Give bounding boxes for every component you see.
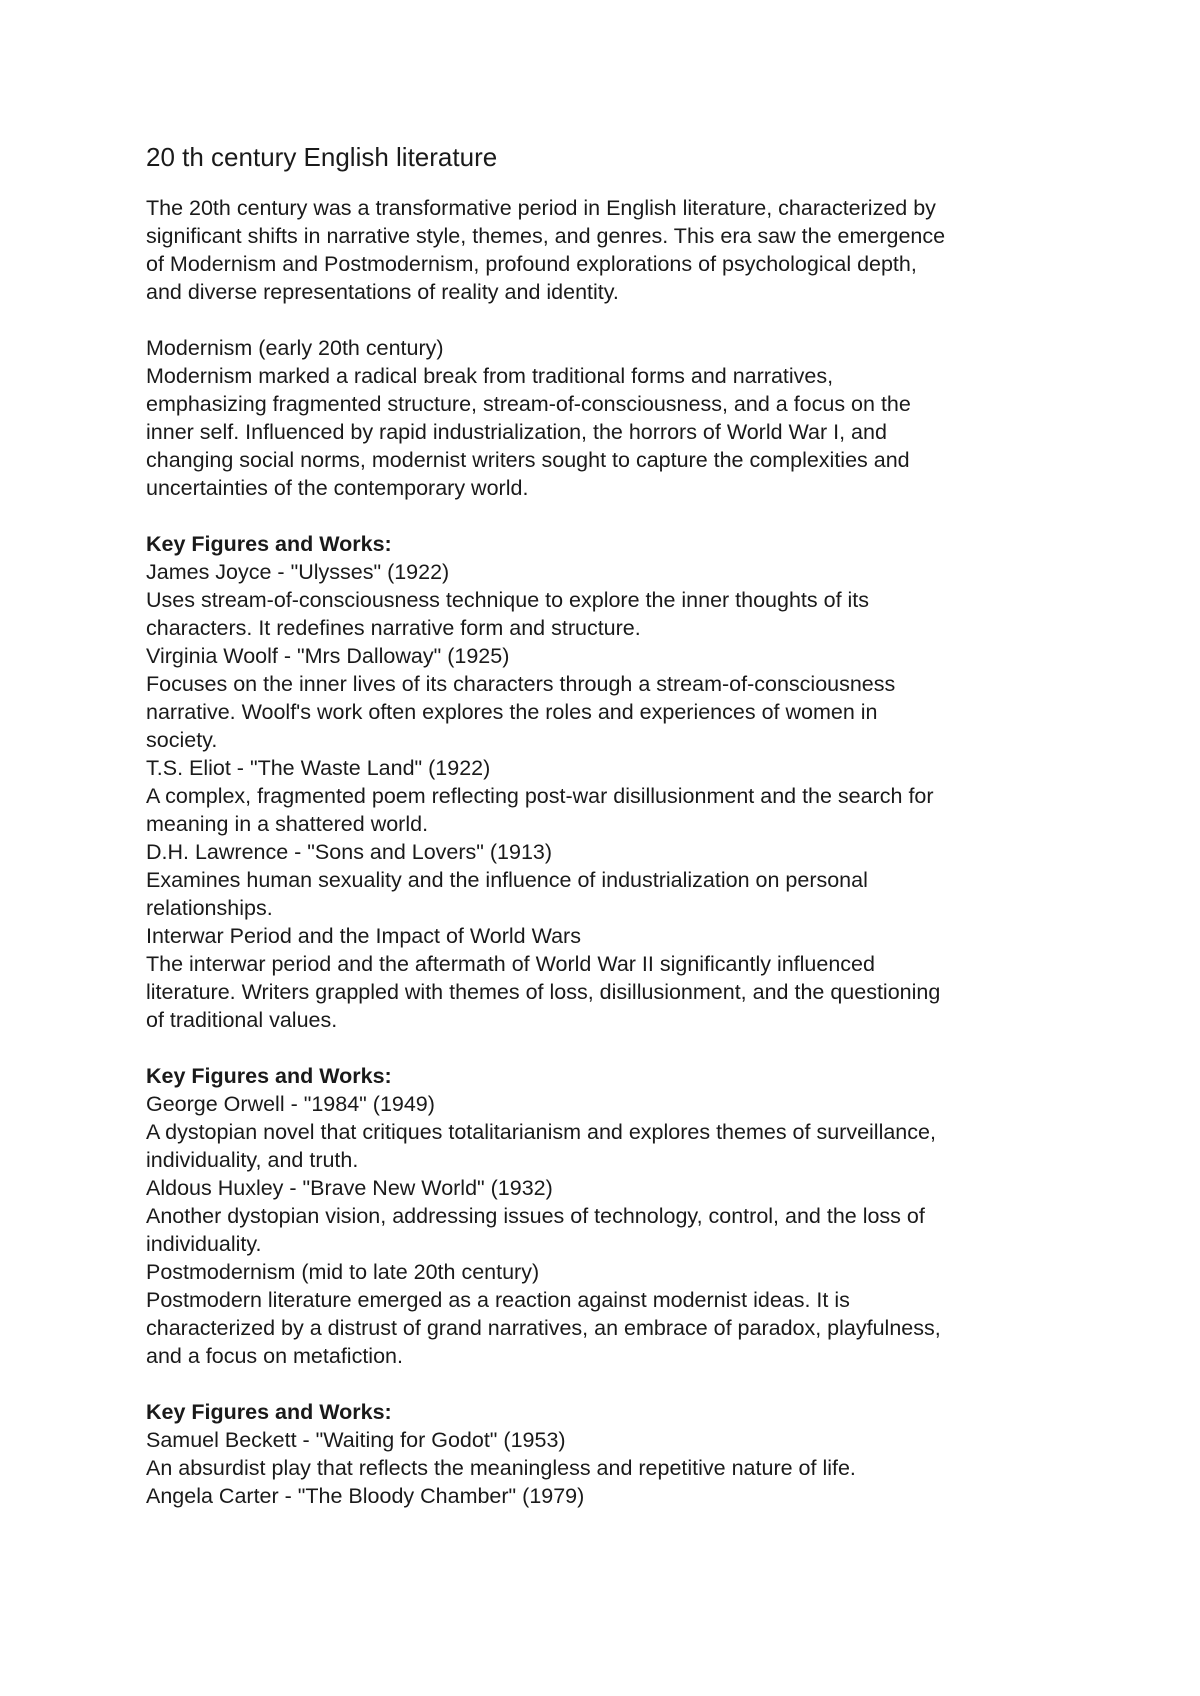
modernism-line: inner self. Influenced by rapid industrialization, the horrors of World War I, and — [146, 420, 887, 444]
modernism-line: Modernism marked a radical break from traditional forms and narratives, — [146, 364, 834, 388]
section-line: The interwar period and the aftermath of World War II significantly influenced — [146, 952, 875, 976]
section-line: of traditional values. — [146, 1008, 338, 1032]
intro-paragraph — [146, 194, 1066, 306]
key-figures-heading: Key Figures and Works: — [146, 532, 392, 556]
section-line: Angela Carter - "The Bloody Chamber" (1979) — [146, 1484, 585, 1508]
intro-line: and diverse representations of reality and identity. — [146, 280, 619, 304]
section-line: literature. Writers grappled with themes of loss, disillusionment, and the questioning — [146, 980, 941, 1004]
key-figures-heading: Key Figures and Works: — [146, 1064, 392, 1088]
section-line: relationships. — [146, 896, 273, 920]
section-line: characterized by a distrust of grand narratives, an embrace of paradox, playfulness, — [146, 1316, 941, 1340]
section-line: Samuel Beckett - "Waiting for Godot" (1953) — [146, 1428, 566, 1452]
section-line: James Joyce - "Ulysses" (1922) — [146, 560, 450, 584]
section-line: George Orwell - "1984" (1949) — [146, 1092, 435, 1116]
key-figures-heading: Key Figures and Works: — [146, 1400, 392, 1424]
section-line: T.S. Eliot - "The Waste Land" (1922) — [146, 756, 491, 780]
section-line: Uses stream-of-consciousness technique to explore the inner thoughts of its — [146, 588, 870, 612]
section-line: narrative. Woolf's work often explores the roles and experiences of women in — [146, 700, 878, 724]
section-line: individuality, and truth. — [146, 1148, 359, 1172]
intro-line: The 20th century was a transformative period in English literature, characterized by — [146, 196, 936, 220]
section-line: individuality. — [146, 1232, 262, 1256]
section-line: D.H. Lawrence - "Sons and Lovers" (1913) — [146, 840, 553, 864]
section-line: Another dystopian vision, addressing issues of technology, control, and the loss of — [146, 1204, 925, 1228]
document-title: 20 th century English literature — [146, 142, 498, 172]
section-line: Interwar Period and the Impact of World Wars — [146, 924, 581, 948]
section-line: society. — [146, 728, 218, 752]
section-line: A dystopian novel that critiques totalitarianism and explores themes of surveillance, — [146, 1120, 936, 1144]
modernism-line: uncertainties of the contemporary world. — [146, 476, 529, 500]
document-page — [146, 140, 1066, 1538]
section-line: A complex, fragmented poem reflecting post-war disillusionment and the search for — [146, 784, 934, 808]
key-figures-section-3 — [146, 1398, 1066, 1510]
key-figures-section-1 — [146, 530, 1066, 1034]
section-line: and a focus on metafiction. — [146, 1344, 403, 1368]
key-figures-section-2 — [146, 1062, 1066, 1370]
modernism-heading: Modernism (early 20th century) — [146, 336, 444, 360]
modernism-line: emphasizing fragmented structure, stream-of-consciousness, and a focus on the — [146, 392, 911, 416]
section-line: meaning in a shattered world. — [146, 812, 429, 836]
intro-line: significant shifts in narrative style, themes, and genres. This era saw the emergence — [146, 224, 946, 248]
section-line: Postmodernism (mid to late 20th century) — [146, 1260, 540, 1284]
intro-line: of Modernism and Postmodernism, profound explorations of psychological depth, — [146, 252, 917, 276]
modernism-line: changing social norms, modernist writers sought to capture the complexities and — [146, 448, 910, 472]
section-line: Focuses on the inner lives of its characters through a stream-of-consciousness — [146, 672, 896, 696]
section-line: characters. It redefines narrative form and structure. — [146, 616, 641, 640]
modernism-section — [146, 334, 1066, 502]
section-line: Aldous Huxley - "Brave New World" (1932) — [146, 1176, 553, 1200]
section-line: Virginia Woolf - "Mrs Dalloway" (1925) — [146, 644, 510, 668]
section-line: Postmodern literature emerged as a reaction against modernist ideas. It is — [146, 1288, 850, 1312]
section-line: An absurdist play that reflects the meaningless and repetitive nature of life. — [146, 1456, 856, 1480]
section-line: Examines human sexuality and the influence of industrialization on personal — [146, 868, 868, 892]
